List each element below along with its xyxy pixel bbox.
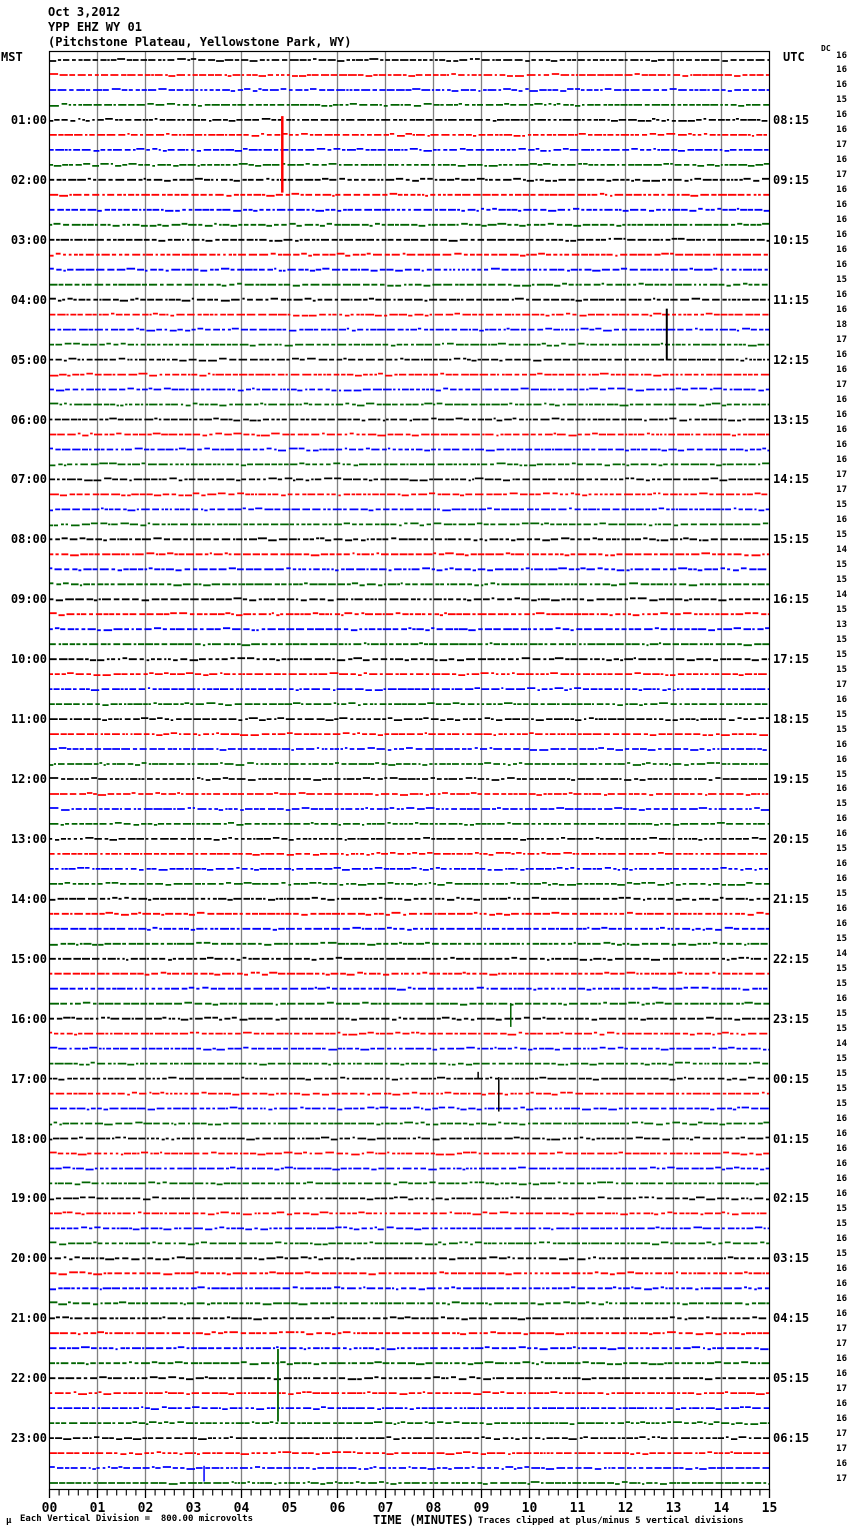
dc-offset-value: 16 [836,1143,847,1154]
trace-row [50,419,769,421]
dc-offset-value: 15 [836,574,847,585]
trace-row [50,1153,769,1155]
trace-row [50,1317,766,1319]
x-tick-label: 12 [617,1501,634,1516]
x-tick-label: 11 [569,1501,586,1516]
trace-row [50,1123,769,1125]
trace-row [50,179,769,181]
event-spikes [204,116,667,1481]
dc-offset-value: 16 [836,395,847,406]
dc-offset-value: 15 [836,634,847,645]
right-axis-title: UTC [783,50,805,64]
trace-row [50,1407,769,1409]
trace-row [50,823,769,825]
x-axis-title: TIME (MINUTES) [373,1513,475,1527]
dc-offset-value: 16 [836,784,847,795]
trace-row [50,733,768,735]
trace-row [50,314,769,316]
trace-row [50,868,768,870]
trace-row [50,299,769,301]
trace-row [50,89,769,91]
dc-offset-value: 15 [836,1009,847,1020]
dc-offset-value: 15 [836,769,847,780]
dc-offset-value: 16 [836,1263,847,1274]
mst-hour-label: 03:00 [10,232,47,247]
dc-offset-value: 16 [836,919,847,930]
dc-offset-value: 16 [836,994,847,1005]
x-tick-label: 02 [137,1501,154,1516]
trace-row [50,898,769,900]
dc-offset-value: 14 [836,1039,847,1050]
dc-offset-value: 17 [836,335,847,346]
trace-row [50,598,769,600]
dc-offset-value: 15 [836,724,847,735]
trace-row [50,1168,769,1170]
mst-hour-label: 17:00 [10,1071,47,1086]
trace-row [50,688,769,690]
dc-offset-value: 16 [836,350,847,361]
utc-hour-label: 10:15 [773,232,810,247]
dc-offset-value: 17 [836,1428,847,1439]
dc-offset-value: 16 [836,1398,847,1409]
trace-row [50,344,769,346]
trace-row [50,1048,769,1050]
dc-offset-value: 16 [836,1413,847,1424]
dc-offset-value: 17 [836,469,847,480]
trace-row [50,973,769,975]
trace-rows [50,59,769,1484]
clip-note: Traces clipped at plus/minus 5 vertical divisions [478,1516,744,1526]
trace-row [50,389,769,391]
trace-row [50,269,768,271]
trace-row [50,254,768,256]
utc-hour-label: 22:15 [773,951,810,966]
trace-row [50,1272,769,1274]
trace-row [50,613,769,615]
dc-offset-value: 15 [836,964,847,975]
dc-offset-value: 16 [836,424,847,435]
trace-row [50,628,769,630]
dc-offset-value: 16 [836,155,847,166]
dc-offset-value: 15 [836,1054,847,1065]
dc-offset-value: 17 [836,170,847,181]
dc-offset-value: 15 [836,799,847,810]
dc-offset-value: 17 [836,1383,847,1394]
utc-hour-label: 00:15 [773,1071,810,1086]
trace-row [50,523,768,525]
trace-row [50,478,769,480]
dc-axis-title: DC [821,44,831,53]
left-axis-title: MST [1,50,23,64]
trace-row [50,104,769,106]
mst-hour-label: 16:00 [10,1011,47,1026]
dc-offset-value: 16 [836,439,847,450]
dc-offset-value: 16 [836,1458,847,1469]
dc-offset-value: 16 [836,305,847,316]
trace-row [50,284,768,286]
trace-row [50,374,769,376]
trace-row [50,673,767,675]
dc-offset-value: 16 [836,65,847,76]
trace-row [50,1452,769,1454]
trace-row [50,763,768,765]
trace-row [50,449,769,451]
mst-hour-label: 22:00 [10,1371,47,1386]
mst-hour-label: 07:00 [10,472,47,487]
trace-row [50,1392,769,1394]
utc-hour-label: 13:15 [773,412,810,427]
dc-offset-value: 16 [836,200,847,211]
dc-offset-value: 13 [836,619,847,630]
trace-row [50,1377,769,1379]
x-tick-label: 10 [521,1501,538,1516]
dc-offset-value: 16 [836,1368,847,1379]
trace-row [50,553,769,555]
trace-row [50,463,769,465]
trace-row [50,778,767,780]
dc-offset-value: 16 [836,694,847,705]
utc-hour-label: 12:15 [773,352,810,367]
dc-offset-value: 18 [836,320,847,331]
x-tick-label: 14 [713,1501,730,1516]
dc-offset-value: 15 [836,1248,847,1259]
dc-offset-value: 16 [836,904,847,915]
dc-offset-value: 16 [836,410,847,420]
dc-offset-value: 16 [836,365,847,376]
utc-hour-label: 23:15 [773,1011,810,1026]
trace-row [50,493,767,495]
dc-offset-value: 16 [836,1308,847,1319]
mst-hour-label: 20:00 [10,1251,47,1266]
dc-offset-value: 16 [836,829,847,840]
trace-row [50,748,767,750]
dc-offset-value: 16 [836,290,847,301]
trace-row [50,1063,768,1065]
trace-row [50,1212,767,1214]
x-tick-label: 01 [89,1501,106,1516]
dc-offset-value: 14 [836,949,847,960]
trace-row [50,583,769,585]
trace-row [50,643,769,645]
trace-row [50,1197,769,1199]
dc-offset-value: 15 [836,1099,847,1110]
trace-row [50,793,768,795]
utc-hour-label: 17:15 [773,652,810,667]
dc-offset-value: 15 [836,1084,847,1095]
dc-offset-value: 16 [836,1114,847,1125]
dc-offset-value: 16 [836,454,847,465]
dc-offset-value: 16 [836,1188,847,1199]
trace-row [50,59,769,61]
dc-offset-value: 16 [836,1353,847,1364]
trace-row [50,958,767,960]
trace-row [50,883,769,885]
trace-row [50,209,769,211]
dc-offset-value: 14 [836,589,847,600]
dc-offset-value: 16 [836,260,847,271]
trace-row [50,1242,769,1244]
dc-offset-value: 15 [836,529,847,540]
dc-offset-value: 16 [836,125,847,136]
trace-row [50,1257,769,1259]
x-tick-label: 05 [281,1501,298,1516]
dc-offset-value: 14 [836,544,847,555]
dc-offset-value: 16 [836,80,847,91]
x-tick-label: 00 [41,1501,58,1516]
x-tick-label: 06 [329,1501,346,1516]
utc-hour-label: 14:15 [773,472,810,487]
trace-row [50,1332,769,1334]
dc-offset-value: 16 [836,859,847,870]
trace-row [50,703,767,705]
mst-hour-label: 09:00 [10,592,47,607]
dc-offset-value: 16 [836,814,847,825]
mst-hour-label: 10:00 [10,652,47,667]
dc-offset-value: 16 [836,1293,847,1304]
dc-offset-value: 16 [836,1233,847,1244]
trace-row [50,1018,769,1020]
trace-row [50,838,766,840]
trace-row [50,988,768,990]
utc-hour-label: 08:15 [773,112,810,127]
trace-row [50,359,769,361]
trace-row [50,718,769,720]
trace-row [50,913,769,915]
dc-offset-value: 15 [836,709,847,720]
x-tick-label: 08 [425,1501,442,1516]
trace-row [50,943,768,945]
dc-offset-value: 15 [836,1203,847,1214]
trace-row [50,1467,769,1469]
trace-row [50,1347,769,1349]
mst-hour-label: 21:00 [10,1311,47,1326]
dc-offset-value: 16 [836,110,847,121]
trace-row [50,538,768,540]
trace-row [50,568,766,570]
dc-offset-value: 17 [836,484,847,495]
title-date: Oct 3,2012 [48,5,121,19]
trace-row [50,1227,769,1229]
mu-symbol: μ [6,1516,12,1526]
trace-row [50,1093,769,1095]
dc-offset-value: 16 [836,185,847,196]
x-axis-ticks [50,1490,770,1499]
trace-row [50,1362,769,1364]
mst-hour-label: 15:00 [10,951,47,966]
dc-offset-value: 17 [836,1443,847,1454]
trace-row [50,853,767,855]
trace-row [50,1033,767,1035]
trace-row [50,164,769,166]
scale-note: Each Vertical Division = 800.00 microvolts [20,1514,253,1524]
mst-hour-label: 12:00 [10,772,47,786]
utc-hour-label: 16:15 [773,592,810,607]
dc-offset-value: 15 [836,889,847,900]
trace-row [50,224,769,226]
trace-row [50,508,769,510]
trace-row [50,1287,769,1289]
dc-offset-value: 16 [836,739,847,750]
utc-hour-label: 06:15 [773,1431,810,1446]
mst-hour-label: 02:00 [10,172,47,187]
trace-row [50,1003,769,1005]
dc-offset-value: 15 [836,979,847,990]
dc-offset-value: 16 [836,874,847,885]
dc-offset-value: 15 [836,499,847,510]
trace-row [50,74,769,76]
mst-hour-label: 18:00 [10,1131,47,1146]
dc-offset-value: 16 [836,245,847,256]
utc-hour-label: 21:15 [773,891,810,906]
trace-row [50,404,769,406]
trace-row [50,434,769,436]
utc-hour-label: 04:15 [773,1311,810,1326]
title-location: (Pitchstone Plateau, Yellowstone Park, WY) [48,35,352,49]
dc-offset-value: 16 [836,230,847,241]
utc-hour-label: 19:15 [773,772,810,786]
dc-offset-value: 15 [836,844,847,855]
trace-row [50,149,769,151]
dc-offset-value: 16 [836,1278,847,1289]
utc-hour-label: 05:15 [773,1371,810,1386]
trace-row [50,119,767,121]
dc-offset-value: 15 [836,559,847,570]
trace-row [50,1437,769,1439]
mst-hour-label: 11:00 [10,712,47,727]
mst-hour-label: 08:00 [10,532,47,547]
utc-hour-label: 03:15 [773,1251,810,1266]
dc-offset-value: 16 [836,754,847,765]
dc-offset-value: 17 [836,679,847,690]
dc-offset-value: 17 [836,1338,847,1349]
utc-hour-label: 09:15 [773,172,810,187]
dc-offset-value: 15 [836,934,847,945]
x-tick-label: 07 [377,1501,394,1516]
trace-row [50,1302,769,1304]
trace-row [50,194,769,196]
utc-hour-label: 18:15 [773,712,810,727]
dc-offset-value: 15 [836,1069,847,1080]
dc-offset-value: 15 [836,664,847,675]
utc-hour-label: 11:15 [773,292,810,307]
mst-hour-label: 14:00 [10,891,47,906]
x-tick-label: 04 [233,1501,250,1516]
dc-offset-value: 15 [836,275,847,286]
trace-row [50,1108,769,1110]
x-tick-label: 13 [665,1501,682,1516]
trace-row [50,134,767,136]
dc-offset-value: 15 [836,1024,847,1035]
x-tick-label: 03 [185,1501,202,1516]
dc-offset-value: 16 [836,1158,847,1169]
dc-offset-value: 15 [836,95,847,106]
mst-hour-label: 01:00 [10,112,47,127]
trace-row [50,1138,769,1140]
utc-hour-label: 20:15 [773,831,810,846]
dc-offset-value: 16 [836,514,847,525]
mst-hour-label: 13:00 [10,831,47,846]
dc-offset-value: 15 [836,604,847,615]
dc-offset-value: 16 [836,1173,847,1184]
trace-row [50,1422,769,1424]
utc-hour-label: 02:15 [773,1191,810,1206]
trace-row [50,329,769,331]
mst-hour-label: 23:00 [10,1431,47,1446]
dc-offset-value: 16 [836,1129,847,1139]
mst-hour-label: 06:00 [10,412,47,427]
trace-row [50,239,769,241]
utc-hour-label: 15:15 [773,532,810,547]
dc-offset-value: 16 [836,215,847,226]
trace-row [50,1482,769,1484]
dc-offset-value: 17 [836,1323,847,1334]
dc-offset-value: 15 [836,649,847,660]
trace-row [50,1182,768,1184]
utc-hour-label: 01:15 [773,1131,810,1146]
trace-row [50,928,769,930]
trace-row [50,808,769,810]
mst-hour-label: 19:00 [10,1191,47,1206]
x-tick-label: 09 [473,1501,490,1516]
dc-offset-value: 17 [836,140,847,151]
dc-offset-value: 16 [836,50,847,61]
dc-offset-value: 15 [836,1218,847,1229]
x-tick-label: 15 [761,1501,778,1516]
dc-offset-value: 17 [836,380,847,391]
trace-row [50,1078,769,1080]
trace-row [50,658,769,660]
mst-hour-label: 05:00 [10,352,47,367]
title-station: YPP EHZ WY 01 [48,20,142,34]
dc-offset-value: 17 [836,1473,847,1484]
mst-hour-label: 04:00 [10,292,47,307]
